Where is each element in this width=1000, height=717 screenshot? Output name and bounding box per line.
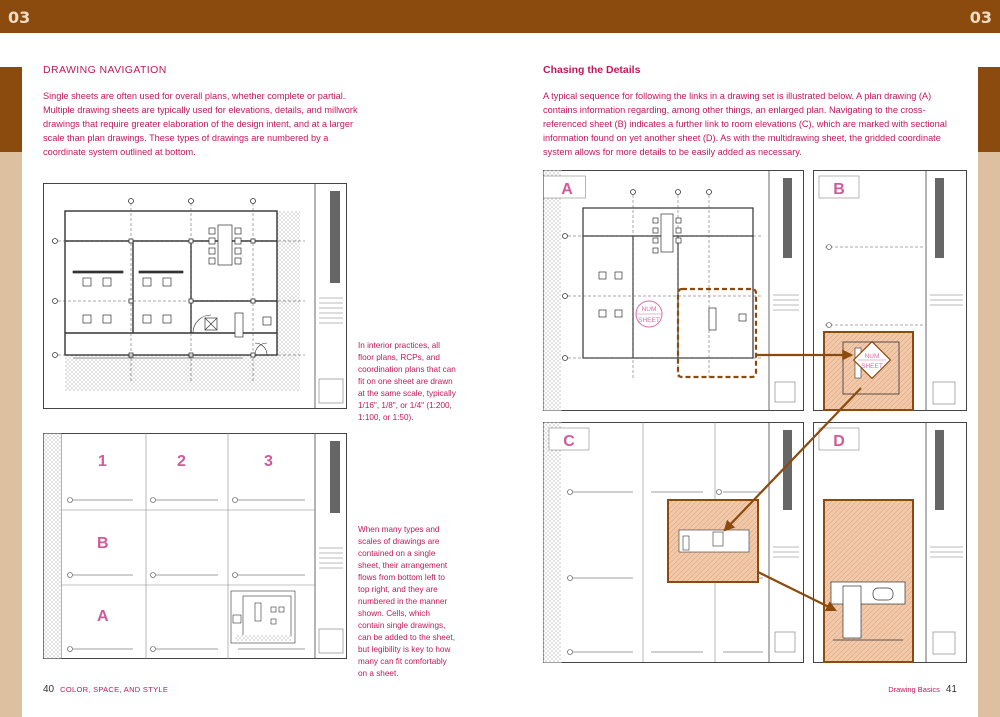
- sheet-label-c: C: [563, 433, 575, 450]
- grid-label-col-1: 1: [98, 453, 107, 470]
- right-page-body: A typical sequence for following the links in a drawing set is illustrated below. A plan drawing (A) contains information regarding, among other things, an enlarged plan. Navigating to the cross-referenced sheet (B) indicates a further link to room elevations (C), which are marked with sectional information found on yet another sheet (D). As with the multidrawing sheet, the gridded coordinate system allows for more details to be easily added as necessary.: [543, 91, 947, 157]
- sheet-b: [814, 170, 967, 411]
- grid-label-row-b: B: [97, 535, 109, 552]
- left-page-heading: DRAWING NAVIGATION: [43, 64, 167, 76]
- chapter-header-bar: [0, 0, 1000, 33]
- multidrawing-sheet-grid: [43, 433, 347, 659]
- left-edge-tab: [0, 67, 22, 717]
- right-footer: [888, 684, 957, 695]
- caption-floor-plans: In interior practices, all floor plans, RCPs, and coordination plans that can fit on one sheet are drawn at the same scale, typically 1/16", 1/8", or 1/4" (1:200, 1:100, or 1:50).: [358, 341, 456, 422]
- chapter-number-right: 03: [969, 8, 992, 27]
- sheet-b-tag-bottom: SHEET: [861, 363, 883, 370]
- sheet-label-b: B: [833, 181, 845, 198]
- left-page-body: Single sheets are often used for overall plans, whether complete or partial. Multiple drawing sheets are typically used for elevations, details, and millwork drawings that require greater elaboration of the design intent, and at a larger scale than plan drawings. These types of drawings are numbered by a coordinate system outlined at bottom.: [43, 91, 358, 157]
- grid-label-row-a: A: [97, 608, 109, 625]
- grid-label-col-2: 2: [177, 453, 186, 470]
- sheet-a-tag-top: NUM: [641, 306, 657, 313]
- sheet-b-tag-top: NUM: [864, 353, 880, 360]
- right-edge-tab: [978, 67, 1000, 717]
- caption-multidrawing: When many types and scales of drawings are contained on a single sheet, their arrangement flows from bottom left to top right, and they are numbered in the manner shown. Cells, which contain single drawings, can be added to the sheet, but legibility is key to how many can fit comfortably on a sheet.: [358, 525, 455, 678]
- floor-plan-sheet-drawing: [43, 183, 347, 409]
- sheet-c: [544, 422, 804, 663]
- chapter-number-left: 03: [8, 8, 31, 27]
- sheet-label-d: D: [833, 433, 845, 450]
- sheet-label-a: A: [561, 181, 573, 198]
- chapter-title-footer: Drawing Basics: [888, 685, 940, 694]
- linked-sheets-diagram: [543, 170, 968, 665]
- sheet-a-tag-bottom: SHEET: [638, 317, 660, 324]
- right-page-heading: Chasing the Details: [543, 64, 641, 76]
- grid-label-col-3: 3: [264, 453, 273, 470]
- left-footer: [43, 684, 168, 695]
- sheet-d: [814, 422, 967, 663]
- book-title-footer: COLOR, SPACE, AND STYLE: [60, 685, 169, 694]
- left-edge-tab-dark: [0, 67, 22, 152]
- right-edge-tab-dark: [978, 67, 1000, 152]
- sheet-a: [544, 170, 804, 411]
- page-number-left: 40: [43, 684, 55, 695]
- page-number-right: 41: [945, 684, 957, 695]
